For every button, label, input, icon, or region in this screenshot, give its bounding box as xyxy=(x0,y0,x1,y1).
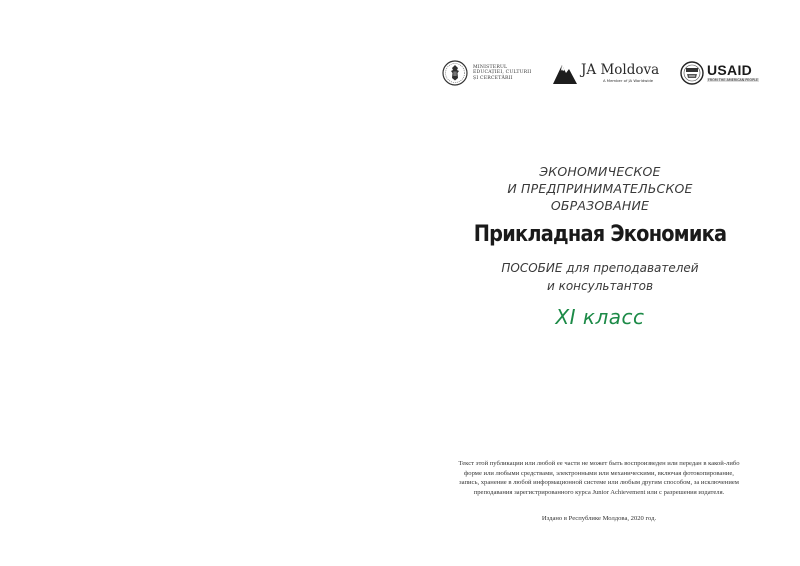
copyright-line: форме или любыми средствами, электронными или механическими, включая фотокопирование, xyxy=(464,469,734,477)
subtitle-line: И ПРЕДПРИНИМАТЕЛЬСКОЕ xyxy=(507,181,693,196)
coat-of-arms-icon xyxy=(442,60,468,86)
ministry-name xyxy=(473,65,531,81)
subtitle-line: ЭКОНОМИЧЕСКОЕ xyxy=(539,164,661,179)
title-block xyxy=(400,163,800,329)
ministry-line: MINISTERUL xyxy=(473,64,508,70)
usaid-name: USAID xyxy=(707,62,753,78)
ja-subtitle: A Member of JA Worldwide xyxy=(603,78,654,83)
usaid-logo xyxy=(680,55,759,91)
publication-note: Издано в Республике Молдова, 2020 год. xyxy=(541,515,657,522)
grade-label: XI класс xyxy=(555,305,645,329)
usaid-tagline: FROM THE AMERICAN PEOPLE xyxy=(708,78,759,82)
usaid-seal-icon xyxy=(680,61,704,85)
guide-line: ПОСОБИЕ для преподавателей xyxy=(501,261,699,275)
ja-mountain-icon xyxy=(552,61,578,85)
copyright-line: запись, хранение в любой информационной системе или любым другим способом, за исключением xyxy=(459,479,739,487)
ja-moldova-logo xyxy=(552,55,659,91)
ministry-logo xyxy=(442,55,531,91)
logos-row xyxy=(440,55,770,91)
guide-line: и консультантов xyxy=(546,279,654,293)
ministry-line: EDUCAȚIEI, CULTURII xyxy=(473,70,532,76)
copyright-notice xyxy=(432,459,766,497)
guide-description xyxy=(400,259,800,295)
ministry-line: ȘI CERCETĂRII xyxy=(473,75,513,81)
copyright-line: Текст этой публикации или любой ее части не может быть воспроизведен или передан в какой-либо xyxy=(458,460,740,467)
copyright-line: преподавания зарегистрированного курса Junior Achievement или с разрешения издателя. xyxy=(473,488,725,496)
subtitle-line: ОБРАЗОВАНИЕ xyxy=(550,198,650,213)
main-title: Прикладная Экономика xyxy=(473,221,727,247)
ja-title: JA Moldova xyxy=(581,62,660,78)
